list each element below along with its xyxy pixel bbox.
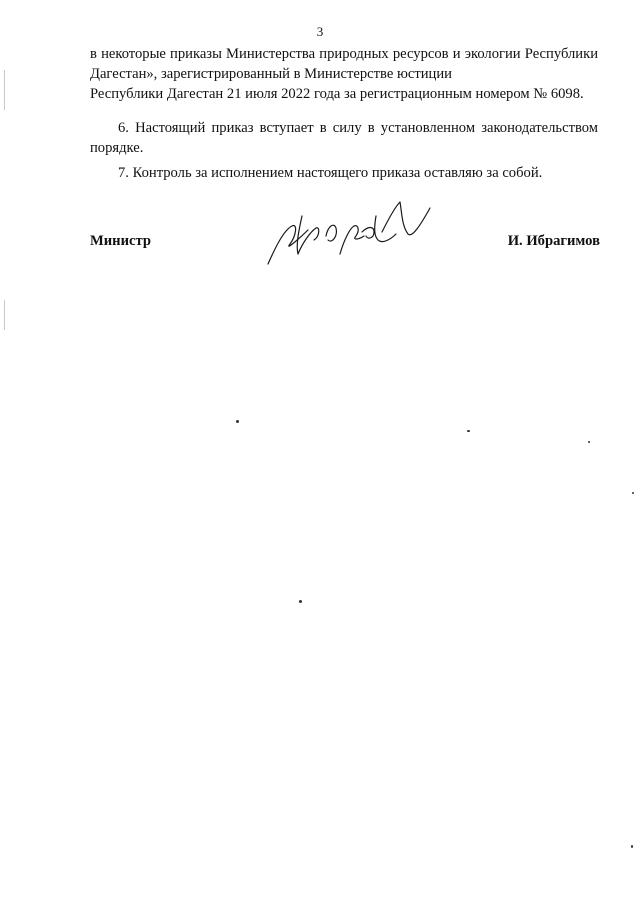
signatory-title: Министр bbox=[90, 233, 151, 249]
paragraph-1-body: в некоторые приказы Министерства природных ресурсов и экологии Республики Дагестан», зарегистрированный в Министерстве юстиции bbox=[90, 46, 598, 82]
handwritten-signature bbox=[262, 196, 437, 268]
scan-speck bbox=[467, 430, 470, 432]
paragraph-7: 7. Контроль за исполнением настоящего приказа оставляю за собой. bbox=[118, 165, 543, 181]
scan-speck bbox=[236, 420, 239, 423]
paragraph-6: 6. Настоящий приказ вступает в силу в установленном законодательством порядке. bbox=[90, 120, 598, 156]
scan-speck bbox=[632, 492, 634, 494]
scan-speck bbox=[631, 845, 633, 848]
paragraph-1-last-line: Республики Дагестан 21 июля 2022 года за регистрационным номером № 6098. bbox=[90, 86, 584, 102]
signatory-name: И. Ибрагимов bbox=[507, 233, 600, 249]
page-number: 3 bbox=[316, 24, 324, 39]
scan-speck bbox=[299, 600, 302, 603]
paragraph-1 bbox=[90, 44, 598, 104]
scan-edge-mark bbox=[4, 300, 5, 330]
scan-edge-mark bbox=[4, 70, 5, 110]
scan-speck bbox=[588, 441, 590, 443]
